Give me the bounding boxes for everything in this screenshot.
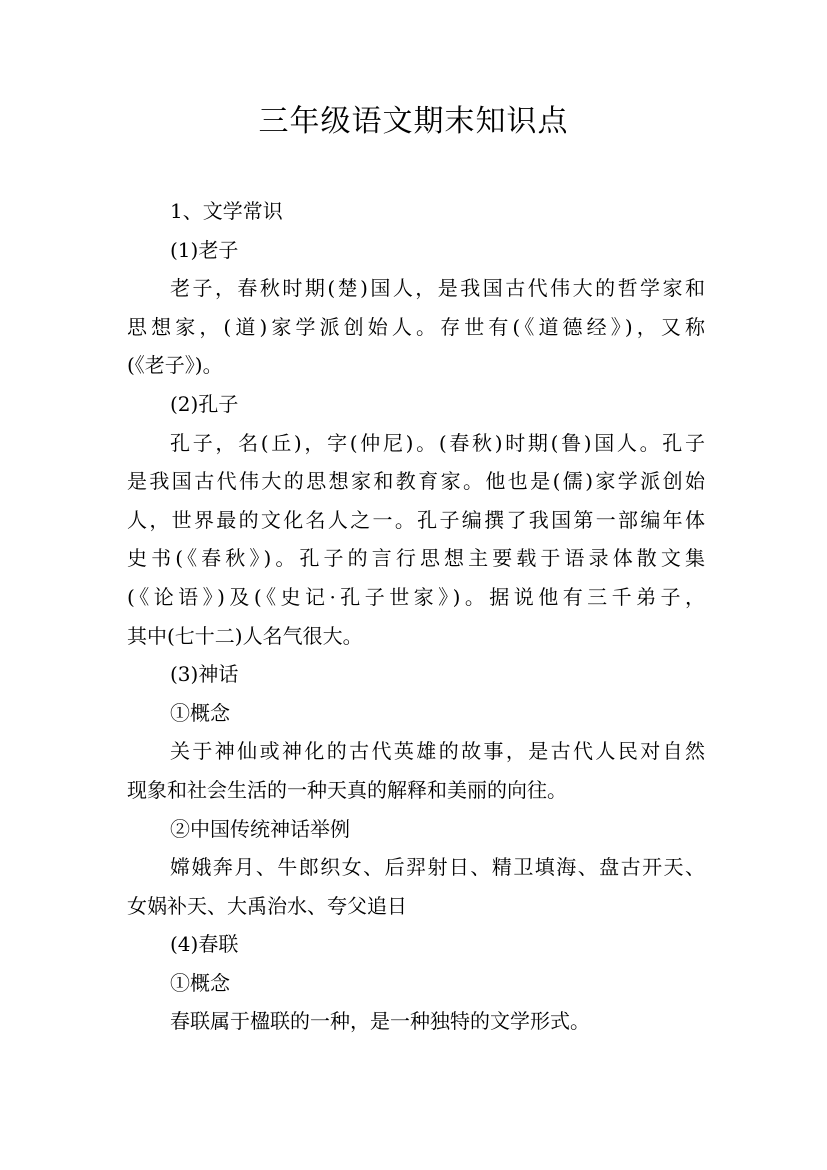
subheading-spring-couplets: (4)春联 xyxy=(170,932,239,957)
paragraph-line: 春联属于楹联的一种，是一种独特的文学形式。 xyxy=(170,1009,590,1034)
paragraph-line: 女娲补天、大禹治水、夸父追日 xyxy=(127,893,407,918)
paragraph-line: 嫦娥奔月、牛郎织女、后羿射日、精卫填海、盘古开天、 xyxy=(170,855,705,880)
paragraph-line: 现象和社会生活的一种天真的解释和美丽的向往。 xyxy=(127,777,567,802)
paragraph-line: 老子，春秋时期(楚)国人，是我国古代伟大的哲学家和 xyxy=(170,276,705,301)
paragraph-line: (《老子》)。 xyxy=(127,353,223,378)
paragraph-line: 人，世界最的文化名人之一。孔子编撰了我国第一部编年体 xyxy=(127,507,705,532)
document-title: 三年级语文期末知识点 xyxy=(258,104,569,139)
subheading-myth-examples: ②中国传统神话举例 xyxy=(170,816,350,841)
paragraph-line: 史书(《春秋》)。孔子的言行思想主要载于语录体散文集 xyxy=(127,546,705,571)
paragraph-line: 孔子，名(丘)，字(仲尼)。(春秋)时期(鲁)国人。孔子 xyxy=(170,430,705,455)
paragraph-line: 思想家，(道)家学派创始人。存世有(《道德经》)，又称 xyxy=(127,314,705,339)
section-heading-literary-knowledge: 1、文学常识 xyxy=(170,199,283,223)
paragraph-line: (《论语》)及(《史记·孔子世家》)。据说他有三千弟子， xyxy=(127,584,705,609)
document-body xyxy=(127,192,705,1041)
paragraph-line: 是我国古代伟大的思想家和教育家。他也是(儒)家学派创始 xyxy=(127,469,705,494)
subheading-couplets-concept: ①概念 xyxy=(170,970,230,995)
subheading-myth: (3)神话 xyxy=(170,662,239,687)
paragraph-line: 其中(七十二)人名气很大。 xyxy=(127,623,363,648)
subheading-confucius: (2)孔子 xyxy=(170,391,239,416)
paragraph-line: 关于神仙或神化的古代英雄的故事，是古代人民对自然 xyxy=(170,739,705,764)
subheading-laozi: (1)老子 xyxy=(170,237,239,262)
subheading-myth-concept: ①概念 xyxy=(170,700,230,725)
